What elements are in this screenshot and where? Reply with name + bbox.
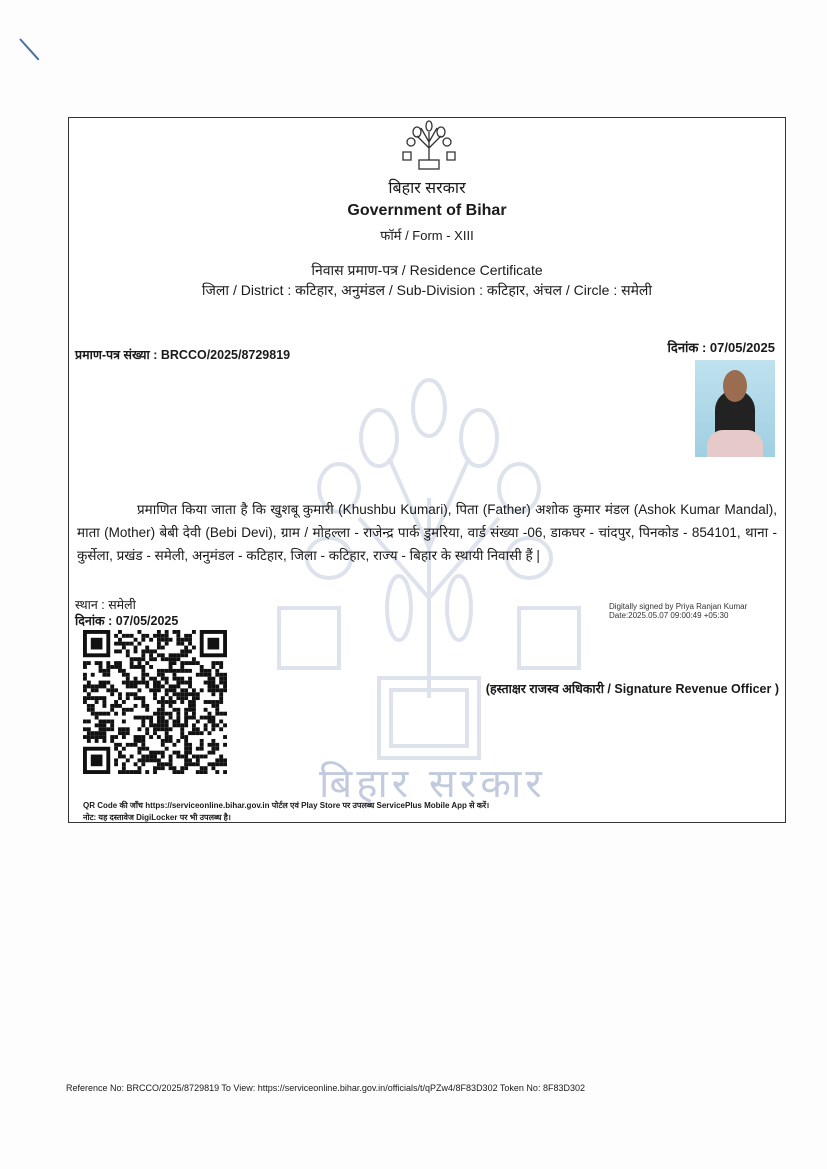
reference-line: Reference No: BRCCO/2025/8729819 To View: https://serviceonline.bihar.gov.in/officials/t/qPZw4/8F83D302 Token No: 8F83D302 — [66, 1083, 585, 1093]
qr-code[interactable] — [83, 630, 227, 774]
emblem-watermark — [269, 378, 589, 798]
issue-date: दिनांक : 07/05/2025 — [667, 340, 775, 355]
digital-signature-name: Digitally signed by Priya Ranjan Kumar — [609, 602, 748, 611]
place: स्थान : समेली — [75, 598, 136, 612]
bihar-emblem-icon — [389, 120, 469, 170]
digilocker-note: नोट: यह दस्तावेज DigiLocker पर भी उपलब्ध है। — [83, 813, 231, 822]
form-number: फॉर्म / Form - XIII — [380, 228, 474, 243]
digital-signature-date: Date:2025.05.07 09:00:49 +05:30 — [609, 611, 729, 620]
certificate-body: प्रमाणित किया जाता है कि खुशबू कुमारी (Khushbu Kumari), पिता (Father) अशोक कुमार मंडल (Ashok Kumar Mandal), माता (Mother) बेबी देवी (Bebi Devi), ग्राम / मोहल्ला - राजेन्द्र पार्क डुमरिया, वार्ड संख्या -06, डाकघर - चांदपुर, पिनकोड - 854101, थाना - कुर्सेला, प्रखंड - समेली, अनुमंडल - कटिहार, जिला - कटिहार, राज्य - बिहार के स्थायी निवासी हैं | — [77, 502, 777, 563]
qr-finder-pattern — [91, 638, 103, 650]
certificate-number: प्रमाण-पत्र संख्या : BRCCO/2025/8729819 — [75, 348, 291, 362]
watermark-text: बिहार सरकार — [319, 761, 546, 807]
title-hindi: बिहार सरकार — [388, 180, 466, 197]
signature-label: (हस्ताक्षर राजस्व अधिकारी / Signature Revenue Officer ) — [485, 682, 779, 696]
location-line: जिला / District : कटिहार, अनुमंडल / Sub-Division : कटिहार, अंचल / Circle : समेली — [201, 282, 653, 298]
scan-mark — [19, 38, 39, 60]
signed-date: दिनांक : 07/05/2025 — [75, 614, 179, 628]
certificate — [68, 117, 786, 823]
qr-finder-pattern — [208, 638, 220, 650]
applicant-photo — [695, 360, 775, 457]
title-english: Government of Bihar — [347, 202, 507, 219]
qr-finder-pattern — [91, 755, 103, 767]
qr-verification-note: QR Code की जाँच https://serviceonline.bihar.gov.in पोर्टल एवं Play Store पर उपलब्ध ServicePlus Mobile App से करें। — [83, 801, 490, 810]
certificate-type: निवास प्रमाण-पत्र / Residence Certificate — [311, 262, 543, 278]
digital-signature — [609, 602, 747, 620]
